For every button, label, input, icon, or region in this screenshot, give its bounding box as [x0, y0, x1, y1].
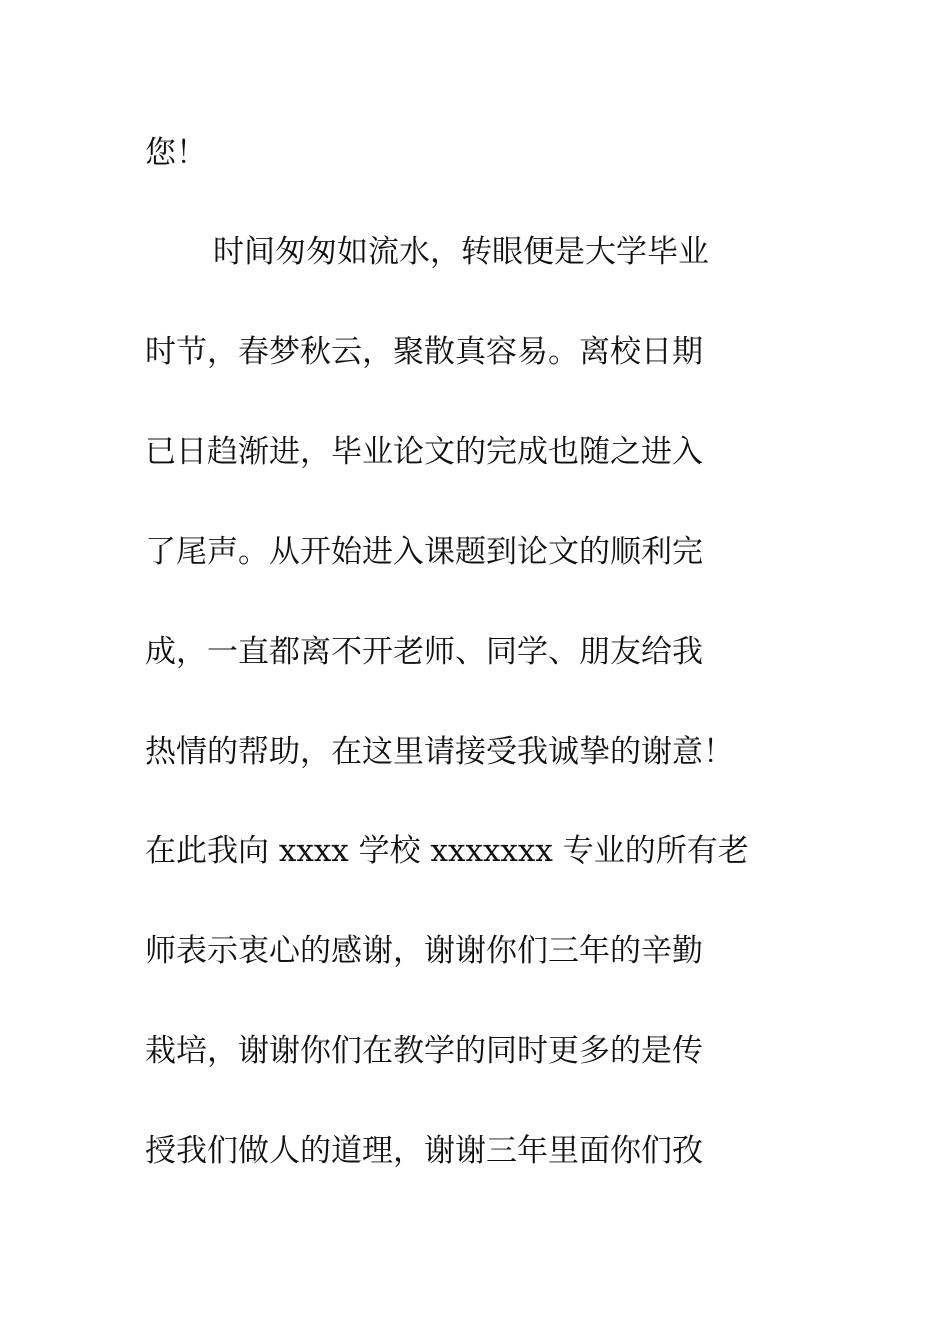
text-line-4: 已日趋渐进，毕业论文的完成也随之进入: [145, 434, 703, 470]
text-line-5: 了尾声。从开始进入课题到论文的顺利完: [145, 534, 703, 570]
paragraph-first-line: 时间匆匆如流水，转眼便是大学毕业: [213, 234, 709, 270]
text-line-11: 授我们做人的道理，谢谢三年里面你们孜: [145, 1133, 703, 1169]
text-line-7: 热情的帮助，在这里请接受我诚挚的谢意！: [145, 734, 734, 770]
text-line-6: 成，一直都离不开老师、同学、朋友给我: [145, 634, 703, 670]
text-line-9: 师表示衷心的感谢，谢谢你们三年的辛勤: [145, 933, 703, 969]
text-line-10: 栽培，谢谢你们在教学的同时更多的是传: [145, 1033, 703, 1069]
text-line-3: 时节，春梦秋云，聚散真容易。离校日期: [145, 334, 703, 370]
text-line-8: 在此我向 xxxx 学校 xxxxxxx 专业的所有老: [145, 833, 749, 869]
text-line-1: 您！: [145, 135, 207, 171]
